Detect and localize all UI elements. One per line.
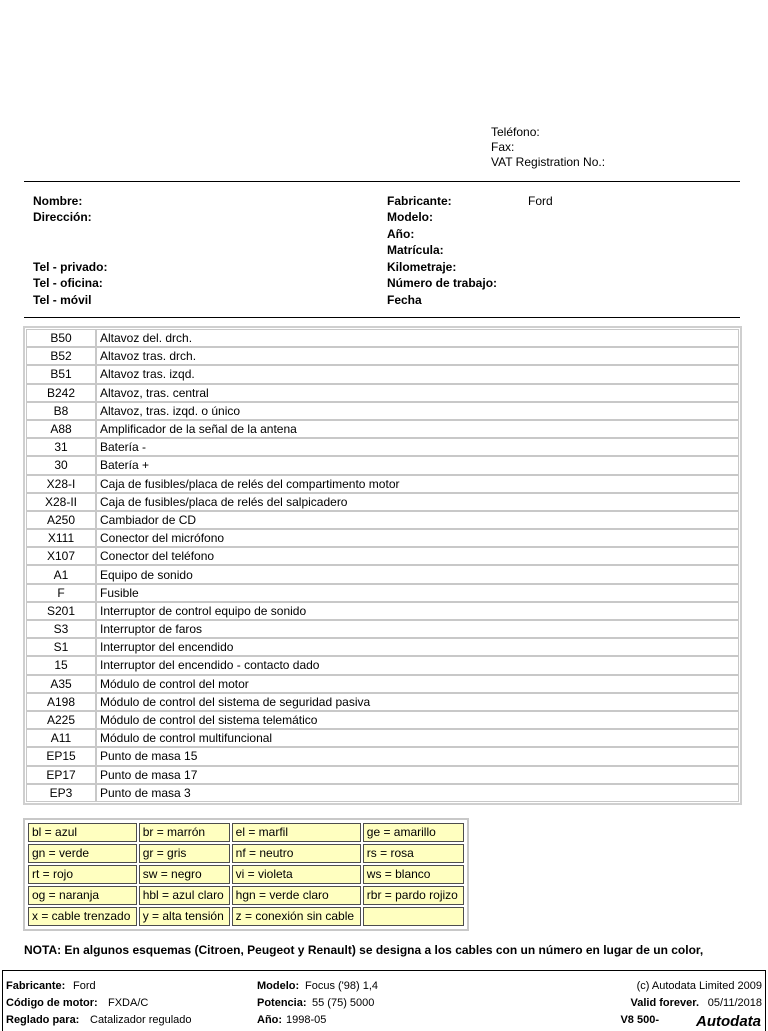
color-legend-cell: rt = rojo (28, 865, 137, 884)
footer (2, 970, 766, 1031)
component-description: Batería + (96, 456, 739, 474)
component-description: Interruptor de control equipo de sonido (96, 602, 739, 620)
footer-modelo-value: Focus ('98) 1,4 (305, 980, 379, 992)
nombre-label: Nombre: (33, 194, 83, 208)
component-description: Módulo de control multifuncional (96, 729, 739, 747)
color-legend-cell: hgn = verde claro (232, 886, 361, 905)
component-description: Módulo de control del sistema de seguridad pasiva (96, 693, 739, 711)
direccion-label: Dirección: (33, 210, 92, 224)
component-code: A225 (26, 711, 96, 729)
color-legend-cell: hbl = azul claro (139, 886, 230, 905)
table-row (26, 347, 739, 365)
component-code: 30 (26, 456, 96, 474)
table-row (26, 711, 739, 729)
component-code: B8 (26, 402, 96, 420)
color-legend-cell: og = naranja (28, 886, 137, 905)
mid-divider (24, 317, 740, 318)
table-row (26, 493, 739, 511)
numero-trabajo-label: Número de trabajo: (387, 276, 498, 290)
fecha-label: Fecha (387, 293, 422, 307)
color-legend-cell: el = marfil (232, 823, 361, 842)
component-code: B52 (26, 347, 96, 365)
table-row (26, 729, 739, 747)
component-description: Fusible (96, 584, 739, 602)
table-row (26, 475, 739, 493)
color-legend-row (28, 886, 464, 905)
color-legend-cell: y = alta tensión (139, 907, 230, 926)
component-code: A198 (26, 693, 96, 711)
table-row (26, 584, 739, 602)
color-legend-cell: br = marrón (139, 823, 230, 842)
table-row (26, 511, 739, 529)
table-row (26, 747, 739, 765)
color-legend-cell: ws = blanco (363, 865, 464, 884)
component-code: A11 (26, 729, 96, 747)
table-row (26, 784, 739, 802)
component-code: X28-II (26, 493, 96, 511)
table-row (26, 456, 739, 474)
component-code: EP15 (26, 747, 96, 765)
color-legend-cell: gr = gris (139, 844, 230, 863)
component-description: Módulo de control del sistema telemático (96, 711, 739, 729)
component-code: B50 (26, 329, 96, 347)
color-legend-cell (363, 907, 464, 926)
color-legend-row (28, 865, 464, 884)
anio-label: Año: (387, 227, 415, 241)
component-description: Batería - (96, 438, 739, 456)
component-code: B242 (26, 384, 96, 402)
component-description: Caja de fusibles/placa de relés del salpicadero (96, 493, 739, 511)
component-code: B51 (26, 365, 96, 383)
component-code: EP3 (26, 784, 96, 802)
component-code: A250 (26, 511, 96, 529)
top-divider (24, 181, 740, 182)
component-description: Altavoz tras. drch. (96, 347, 739, 365)
footer-codigo-value: FXDA/C (108, 997, 149, 1009)
component-description: Interruptor del encendido - contacto dado (96, 656, 739, 674)
table-row (26, 420, 739, 438)
component-description: Punto de masa 17 (96, 766, 739, 784)
color-legend-cell: rs = rosa (363, 844, 464, 863)
footer-potencia-label: Potencia: (257, 997, 307, 1009)
component-description: Altavoz del. drch. (96, 329, 739, 347)
component-description: Módulo de control del motor (96, 675, 739, 693)
footer-codigo-label: Código de motor: (6, 997, 98, 1009)
component-code: A1 (26, 565, 96, 583)
component-description: Interruptor de faros (96, 620, 739, 638)
component-code: A35 (26, 675, 96, 693)
table-row (26, 693, 739, 711)
component-description: Conector del micrófono (96, 529, 739, 547)
footer-ref: V8 500- (620, 1014, 659, 1026)
component-description: Interruptor del encendido (96, 638, 739, 656)
table-row (26, 565, 739, 583)
table-row (26, 620, 739, 638)
table-row (26, 656, 739, 674)
component-description: Punto de masa 15 (96, 747, 739, 765)
component-table (23, 326, 742, 805)
component-code: 15 (26, 656, 96, 674)
footer-reglado-value: Catalizador regulado (90, 1014, 192, 1026)
color-legend-cell: x = cable trenzado (28, 907, 137, 926)
footer-anio-label: Año: (257, 1014, 283, 1026)
color-legend-cell: nf = neutro (232, 844, 361, 863)
table-row (26, 675, 739, 693)
component-code: A88 (26, 420, 96, 438)
vat-label: VAT Registration No.: (491, 155, 606, 169)
color-legend-row (28, 907, 464, 926)
nota-text: NOTA: En algunos esquemas (Citroen, Peugeot y Renault) se designa a los cables con un número en lugar de un color, (24, 943, 704, 957)
color-legend-cell: ge = amarillo (363, 823, 464, 842)
color-legend-row (28, 823, 464, 842)
color-legend-cell: bl = azul (28, 823, 137, 842)
table-row (26, 766, 739, 784)
component-description: Cambiador de CD (96, 511, 739, 529)
component-description: Altavoz tras. izqd. (96, 365, 739, 383)
component-description: Amplificador de la señal de la antena (96, 420, 739, 438)
component-code: X107 (26, 547, 96, 565)
footer-fabricante-value: Ford (73, 980, 96, 992)
table-row (26, 529, 739, 547)
tel-movil-label: Tel - móvil (33, 293, 92, 307)
kilometraje-label: Kilometraje: (387, 260, 457, 274)
telefono-label: Teléfono: (491, 125, 540, 139)
modelo-label: Modelo: (387, 210, 433, 224)
component-code: S1 (26, 638, 96, 656)
component-description: Caja de fusibles/placa de relés del compartimento motor (96, 475, 739, 493)
table-row (26, 402, 739, 420)
footer-copyright: (c) Autodata Limited 2009 (636, 980, 762, 992)
color-legend-row (28, 844, 464, 863)
tel-oficina-label: Tel - oficina: (33, 276, 103, 290)
footer-fabricante-label: Fabricante: (6, 980, 66, 992)
color-legend-cell: sw = negro (139, 865, 230, 884)
component-description: Equipo de sonido (96, 565, 739, 583)
table-row (26, 384, 739, 402)
footer-modelo-label: Modelo: (257, 980, 300, 992)
fabricante-value: Ford (528, 194, 553, 208)
autodata-logo: Autodata (696, 1013, 761, 1030)
matricula-label: Matrícula: (387, 243, 444, 257)
color-legend-cell: rbr = pardo rojizo (363, 886, 464, 905)
fabricante-label: Fabricante: (387, 194, 452, 208)
component-description: Altavoz, tras. izqd. o único (96, 402, 739, 420)
component-code: S201 (26, 602, 96, 620)
component-description: Altavoz, tras. central (96, 384, 739, 402)
table-row (26, 329, 739, 347)
component-description: Conector del teléfono (96, 547, 739, 565)
footer-reglado-label: Reglado para: (6, 1014, 80, 1026)
table-row (26, 438, 739, 456)
component-code: X28-I (26, 475, 96, 493)
component-code: F (26, 584, 96, 602)
footer-potencia-value: 55 (75) 5000 (312, 997, 375, 1009)
table-row (26, 365, 739, 383)
component-code: 31 (26, 438, 96, 456)
color-legend-cell: gn = verde (28, 844, 137, 863)
component-description: Punto de masa 3 (96, 784, 739, 802)
table-row (26, 602, 739, 620)
table-row (26, 638, 739, 656)
tel-privado-label: Tel - privado: (33, 260, 108, 274)
color-legend-cell: vi = violeta (232, 865, 361, 884)
contact-block (491, 125, 605, 170)
footer-valid-label: Valid forever. (630, 997, 699, 1009)
color-legend-cell: z = conexión sin cable (232, 907, 361, 926)
color-legend (23, 818, 469, 931)
footer-anio-value: 1998-05 (286, 1014, 327, 1026)
component-code: S3 (26, 620, 96, 638)
footer-valid-date: 05/11/2018 (707, 997, 762, 1009)
component-code: X111 (26, 529, 96, 547)
component-code: EP17 (26, 766, 96, 784)
table-row (26, 547, 739, 565)
fax-label: Fax: (491, 140, 515, 154)
